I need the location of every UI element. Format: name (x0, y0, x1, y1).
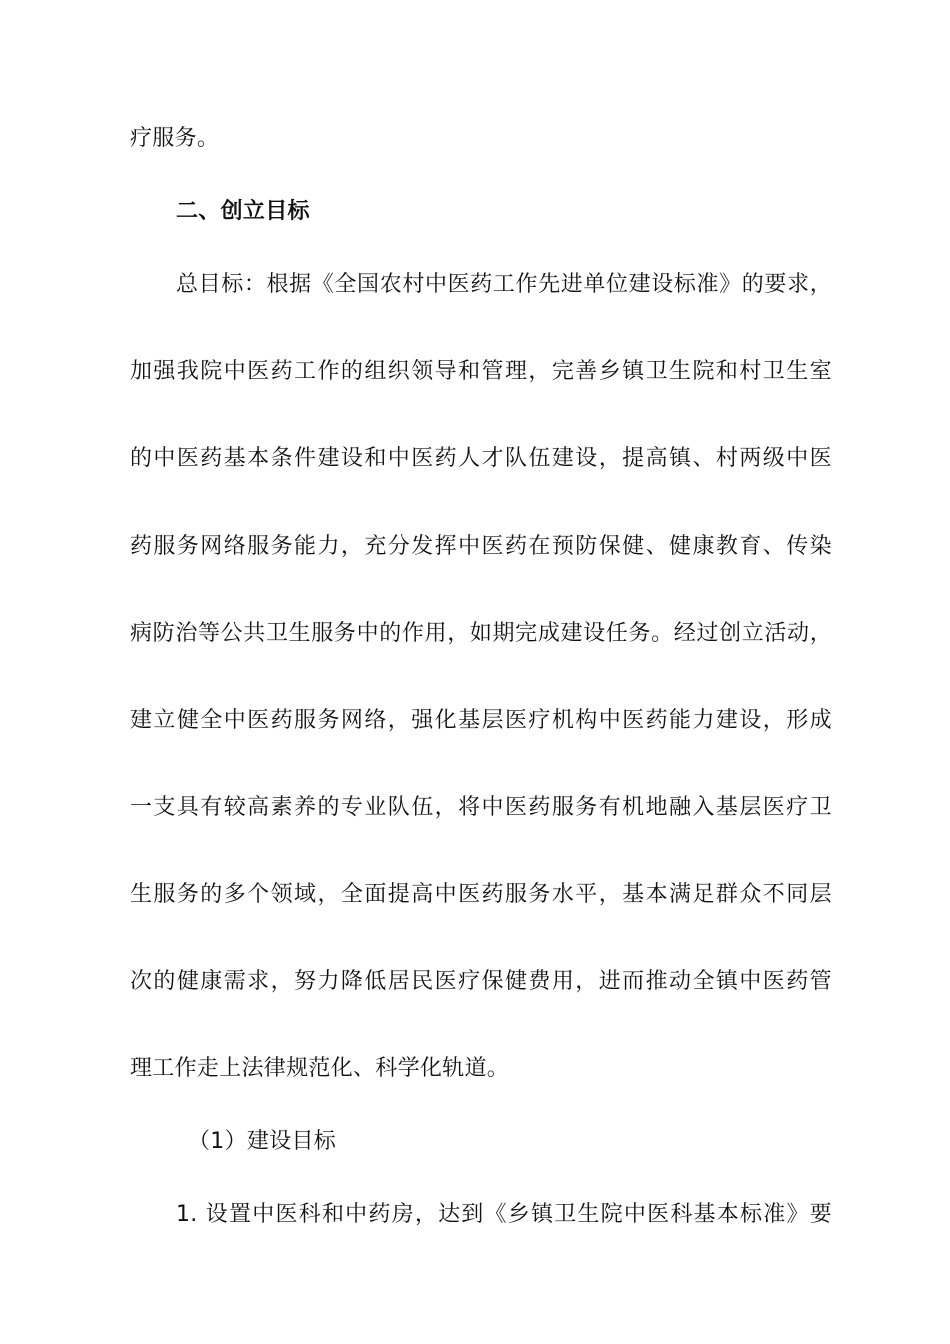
body-line-9: 次的健康需求，努力降低居民医疗保健费用，进而推动全镇中医药管 (130, 969, 832, 994)
section-heading: 二、创立目标 (176, 199, 310, 224)
body-line-8: 生服务的多个领域，全面提高中医药服务水平，基本满足群众不同层 (130, 882, 832, 907)
list-item-1: 1. 设置中医科和中药房，达到《乡镇卫生院中医科基本标准》要 (176, 1202, 832, 1227)
subsection-heading: （1）建设目标 (188, 1129, 337, 1154)
body-line-5: 病防治等公共卫生服务中的作用，如期完成建设任务。经过创立活动， (130, 621, 832, 646)
paragraph-continuation-line: 疗服务。 (130, 126, 220, 151)
body-line-10: 理工作走上法律规范化、科学化轨道。 (130, 1056, 510, 1081)
body-line-6: 建立健全中医药服务网络，强化基层医疗机构中医药能力建设，形成 (130, 708, 832, 733)
body-line-3: 的中医药基本条件建设和中医药人才队伍建设，提高镇、村两级中医 (130, 446, 832, 471)
body-line-2: 加强我院中医药工作的组织领导和管理，完善乡镇卫生院和村卫生室 (130, 359, 832, 384)
body-line-7: 一支具有较高素养的专业队伍，将中医药服务有机地融入基层医疗卫 (130, 795, 832, 820)
body-line-1: 总目标：根据《全国农村中医药工作先进单位建设标准》的要求， (176, 272, 832, 297)
body-line-4: 药服务网络服务能力，充分发挥中医药在预防保健、健康教育、传染 (130, 534, 832, 559)
